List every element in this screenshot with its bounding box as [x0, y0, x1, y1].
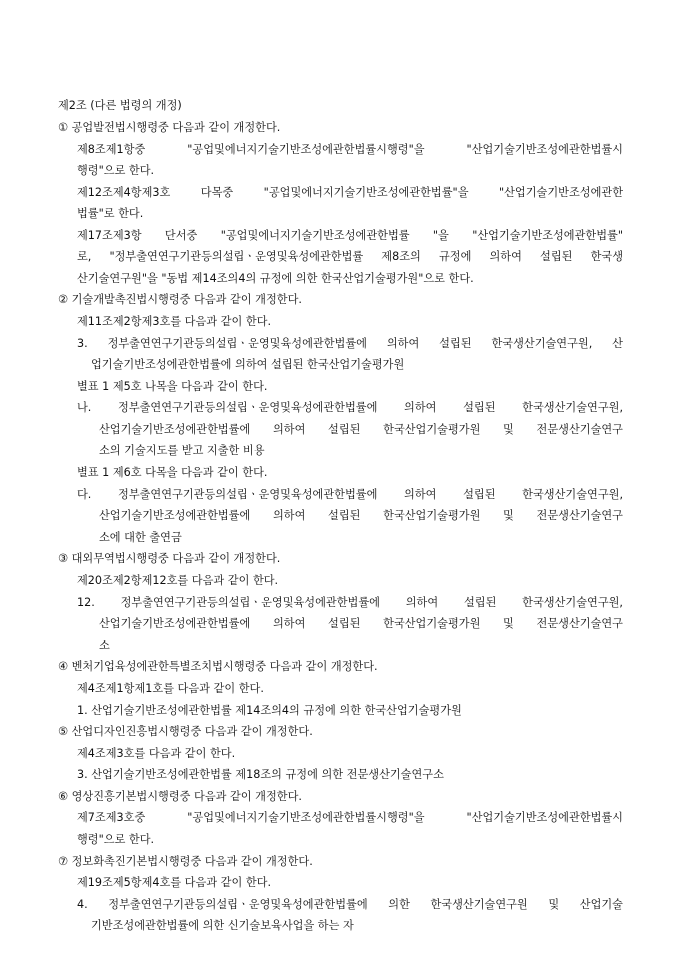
text-line: 제4조제1항제1호를 다음과 같이 한다.	[77, 682, 264, 695]
text-line: 행령"으로 한다.	[77, 164, 155, 177]
text-line: 제4조제3호를 다음과 같이 한다.	[77, 747, 236, 760]
text-line: 행령"으로 한다.	[77, 833, 155, 846]
text-line: 제19조제5항제4호를 다음과 같이 한다.	[77, 876, 271, 889]
text-line: 나. 정부출연연구기관등의설립ㆍ운영및육성에관한법률에 의하여 설립된 한국생산기술연구원,	[77, 401, 623, 414]
text-line: ② 기술개발촉진법시행령중 다음과 같이 개정한다.	[58, 293, 302, 306]
text-line: ⑥ 영상진흥기본법시행령중 다음과 같이 개정한다.	[58, 790, 302, 803]
text-line: ⑤ 산업디자인진흥법시행령중 다음과 같이 개정한다.	[58, 725, 313, 738]
text-line: 소의 기술지도를 받고 지출한 비용	[99, 444, 265, 457]
text-line: 3. 정부출연연구기관등의설립ㆍ운영및육성에관한법률에 의하여 설립된 한국생산기술연구원, 산	[77, 337, 623, 350]
text-line: 산업기술기반조성에관한법률에 의하여 설립된 한국산업기술평가원 및 전문생산기술연구	[99, 617, 623, 630]
text-line: ④ 벤처기업육성에관한특별조치법시행령중 다음과 같이 개정한다.	[58, 660, 378, 673]
text-line: 업기술기반조성에관한법률에 의하여 설립된 한국산업기술평가원	[91, 358, 405, 371]
text-line: ③ 대외무역법시행령중 다음과 같이 개정한다.	[58, 552, 281, 565]
text-line: 소	[99, 639, 110, 652]
text-line: ① 공업발전법시행령중 다음과 같이 개정한다.	[58, 121, 281, 134]
text-line: 12. 정부출연연구기관등의설립ㆍ운영및육성에관한법률에 의하여 설립된 한국생산기술연구원,	[77, 596, 623, 609]
text-line: 산업기술기반조성에관한법률에 의하여 설립된 한국산업기술평가원 및 전문생산기술연구	[99, 423, 623, 436]
text-line: 제17조제3항 단서중 "공업및에너지기술기반조성에관한법률 "을 "산업기술기반조성에관한법률"	[77, 229, 623, 242]
text-line: 별표 1 제6호 다목을 다음과 같이 한다.	[77, 466, 268, 479]
text-line: 기반조성에관한법률에 의한 신기술보육사업을 하는 자	[91, 919, 354, 932]
text-line: 다. 정부출연연구기관등의설립ㆍ운영및육성에관한법률에 의하여 설립된 한국생산기술연구원,	[77, 488, 623, 501]
text-line: 3. 산업기술기반조성에관한법률 제18조의 규정에 의한 전문생산기술연구소	[77, 768, 444, 781]
text-line: 소에 대한 출연금	[99, 531, 182, 544]
text-line: ⑦ 정보화촉진기본법시행령중 다음과 같이 개정한다.	[58, 855, 313, 868]
text-line: 제12조제4항제3호 다목중 "공업및에너지기술기반조성에관한법률"을 "산업기술기반조성에관한	[77, 186, 623, 199]
text-line: 법률"로 한다.	[77, 207, 144, 220]
text-line: 산기술연구원"을 "동법 제14조의4의 규정에 의한 한국산업기술평가원"으로 한다.	[77, 272, 474, 285]
text-line: 제20조제2항제12호를 다음과 같이 한다.	[77, 574, 279, 587]
text-line: 4. 정부출연연구기관등의설립ㆍ운영및육성에관한법률에 의한 한국생산기술연구원 및 산업기술	[77, 898, 623, 911]
text-line: 로, "정부출연연구기관등의설립ㆍ운영및육성에관한법률 제8조의 규정에 의하여 설립된 한국생	[77, 250, 623, 263]
text-line: 제7조제3호중 "공업및에너지기술기반조성에관한법률시행령"을 "산업기술기반조성에관한법률시	[77, 811, 623, 824]
text-line: 1. 산업기술기반조성에관한법률 제14조의4의 규정에 의한 한국산업기술평가원	[77, 704, 462, 717]
text-line: 제8조제1항중 "공업및에너지기술기반조성에관한법률시행령"을 "산업기술기반조성에관한법률시	[77, 143, 623, 156]
text-line: 산업기술기반조성에관한법률에 의하여 설립된 한국산업기술평가원 및 전문생산기술연구	[99, 509, 623, 522]
text-line: 제2조 (다른 법령의 개정)	[58, 99, 182, 112]
text-line: 별표 1 제5호 나목을 다음과 같이 한다.	[77, 380, 268, 393]
text-line: 제11조제2항제3호를 다음과 같이 한다.	[77, 315, 271, 328]
